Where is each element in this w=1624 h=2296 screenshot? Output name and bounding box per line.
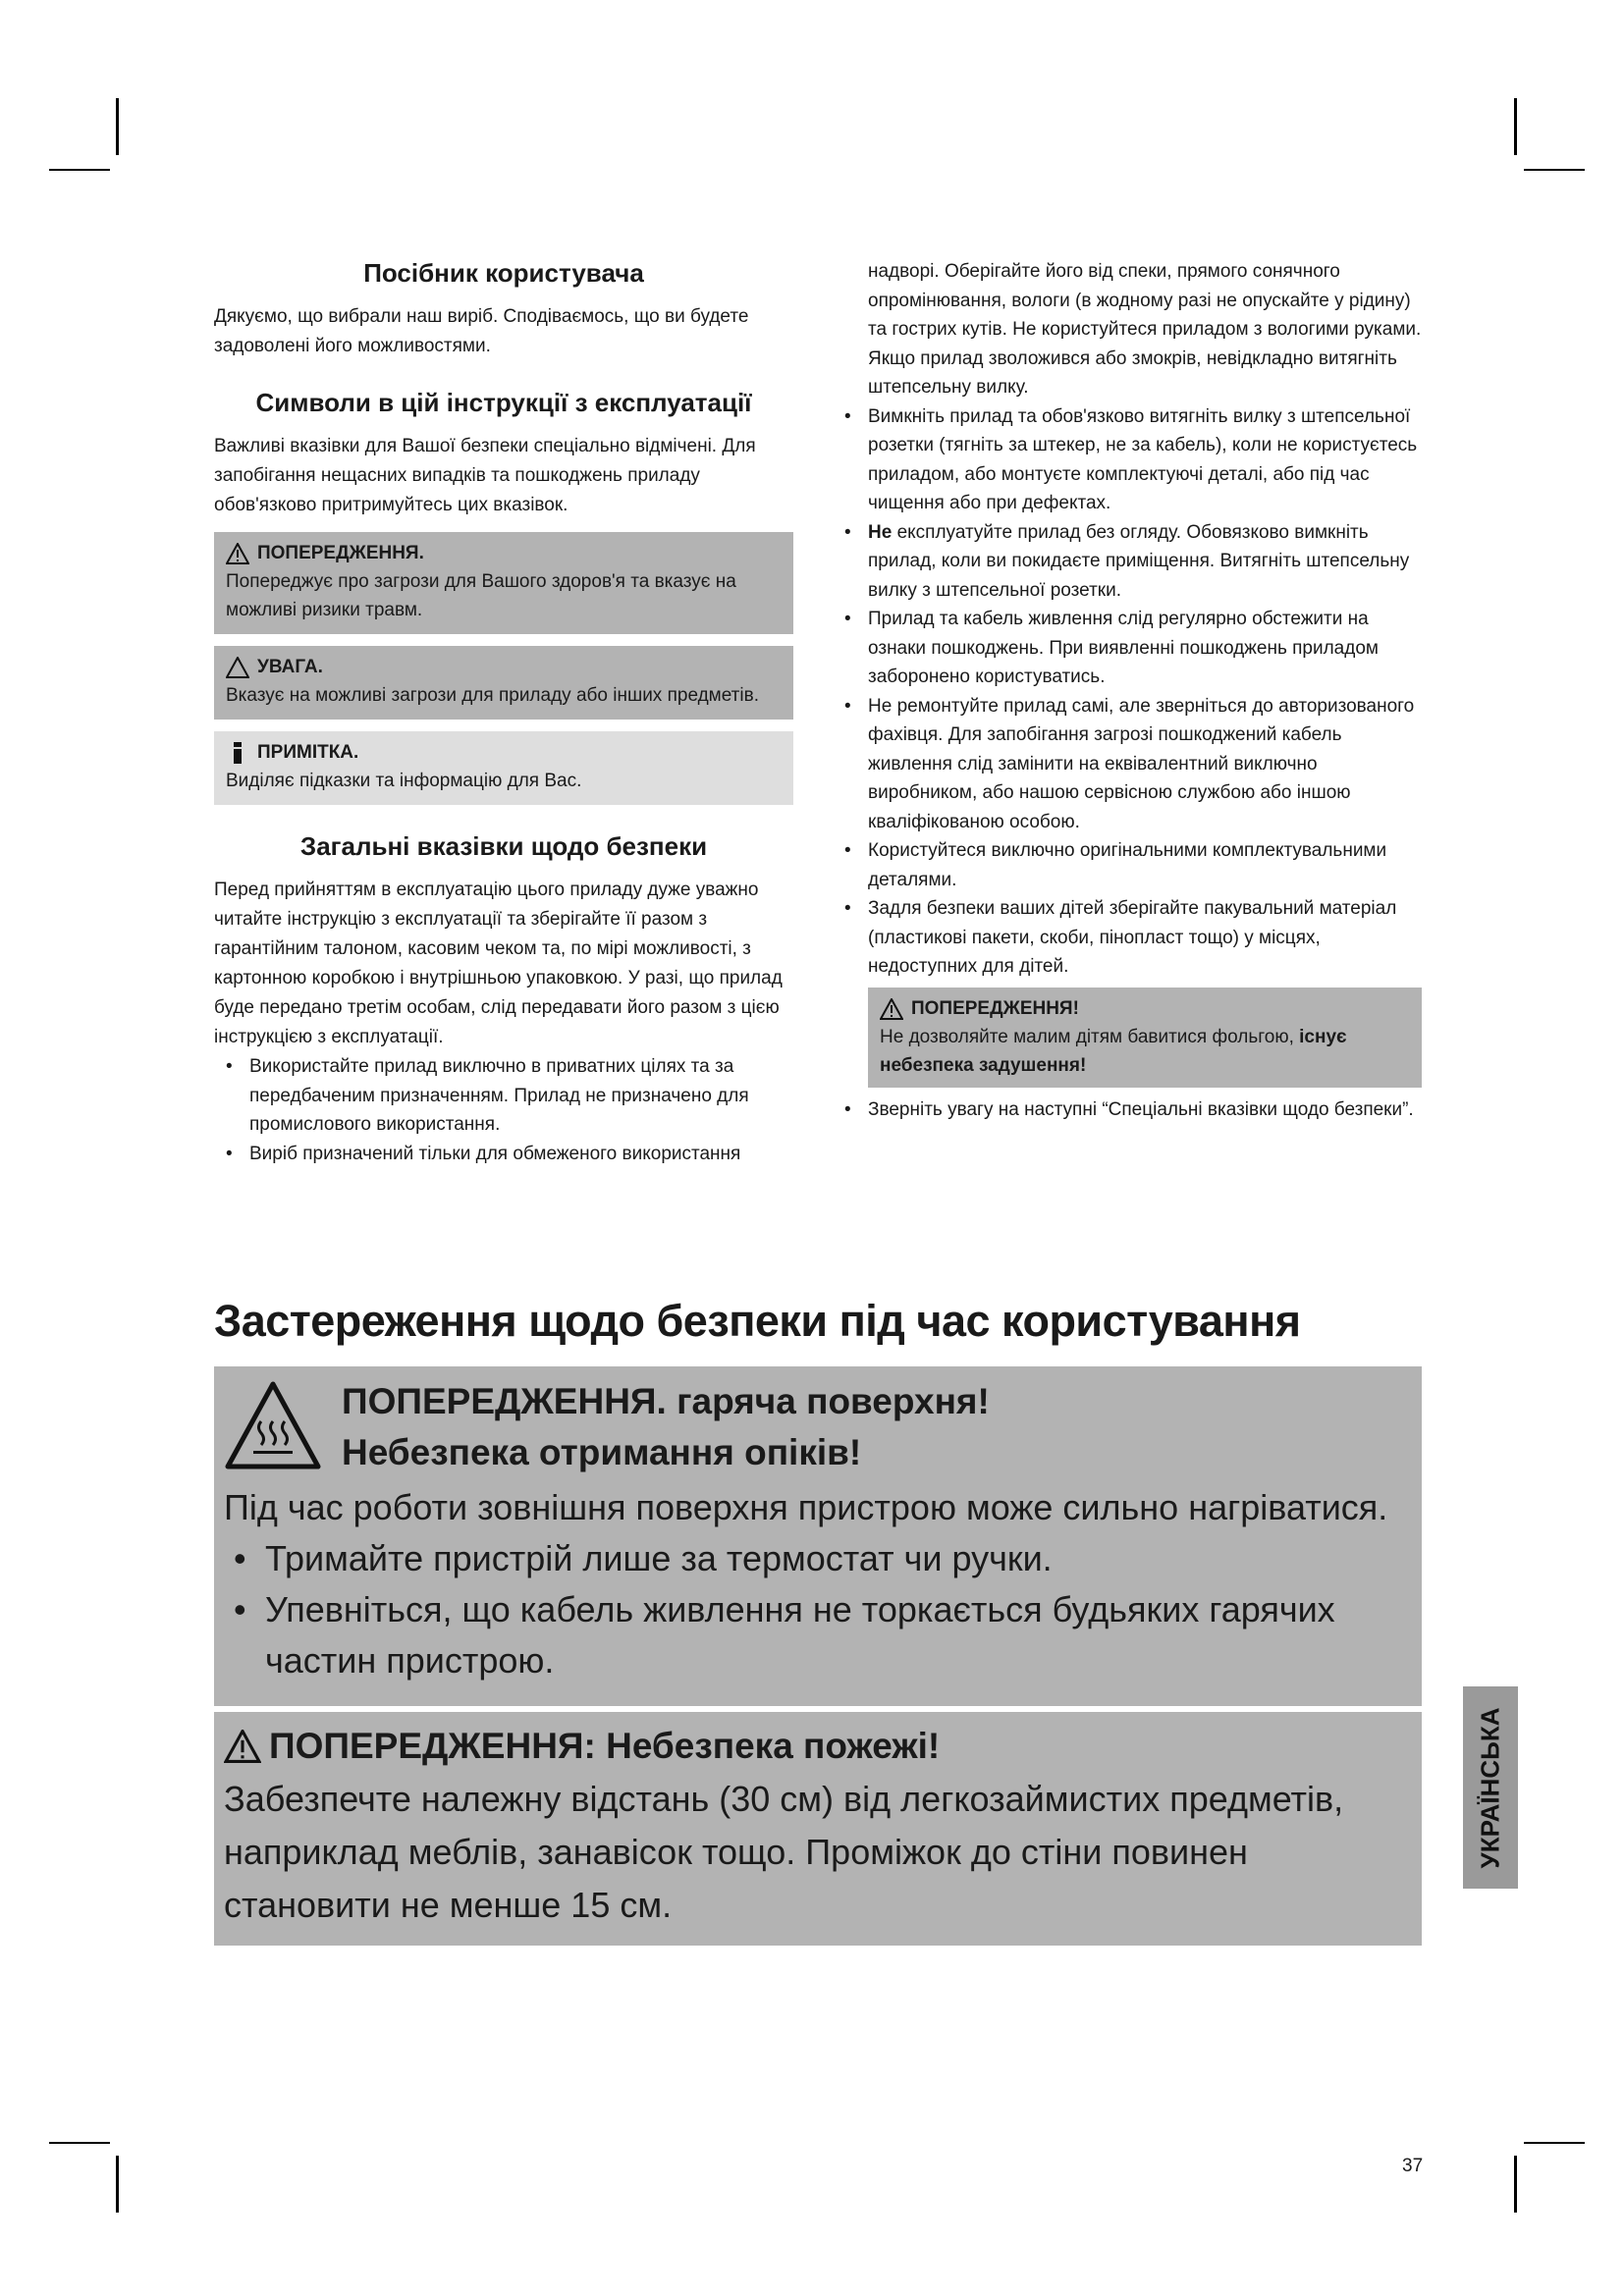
continued-text: надворі. Оберігайте його від спеки, прямого сонячного опромінювання, вологи (в жодному разі не опускайте у рідину) та гострих кутів. Не користуйтеся приладом з вологими руками. Якщо прилад зволожився або змокрів, невідкладно витягніть штепсельну вилку. [868,261,1422,398]
right-column [833,257,1422,1124]
caution-triangle-icon [226,657,249,678]
note-box-head: ПРИМІТКА. [257,742,359,763]
list-item: • Прилад та кабель живлення слід регулярно обстежити на ознаки пошкоджень. При виявленні пошкоджень приладом заборонено користуватись. [844,609,1379,687]
page-number: 37 [1402,2156,1424,2176]
right-bullet-list [833,402,1422,982]
warning-triangle-icon [224,1730,261,1763]
suffocation-warning-emphasis: існує небезпека задушення! [880,1026,1347,1076]
crop-mark [1524,2142,1585,2144]
crop-mark [1514,98,1517,155]
fire-warning-panel [214,1712,1422,1946]
hot-surface-head-line2: Небезпека отримання опіків! [342,1432,862,1472]
crop-mark [1524,169,1585,171]
list-item: • Не ремонтуйте прилад самі, але зверніться до авторизованого фахівця. Для запобігання загрозі пошкоджений кабель живлення слід замінити на еквівалентний виключно виробником, або нашою сервісною службою або іншою кваліфікованою особою. [844,695,1415,832]
list-item: • Вимкніть прилад та обов'язково витягніть вилку з штепсельної розетки (тягніть за штекер, не за кабель), коли не користуєтесь приладом, або монтуєте комплектуючі деталі, або під час чищення або при дефектах. [844,405,1418,513]
list-item: • Упевніться, що кабель живлення не торкається будьяких гарячих частин пристрою. [234,1589,1335,1681]
list-item: • Не експлуатуйте прилад без огляду. Обовязково вимкніть прилад, коли ви покидаєте приміщення. Витягніть штепсельну вилку з штепсельної розетки. [844,521,1410,601]
intro-text: Дякуємо, що вибрали наш виріб. Сподіваємось, що ви будете задоволені його можливостями. [214,306,749,356]
symbols-text: Важливі вказівки для Вашої безпеки спеціально відмічені. Для запобігання нещасних випадків та пошкоджень приладу обов'язково притримуйтесь цих вказівок. [214,436,756,515]
list-item: • Тримайте пристрій лише за термостат чи ручки. [234,1538,1053,1578]
right-bullet-list-last [833,1095,1422,1125]
crop-mark [116,2156,119,2213]
hot-surface-bullets [224,1533,1412,1686]
fire-warning-text: Забезпечте належну відстань (30 см) від легкозаймистих предметів, наприклад меблів, занавісок тощо. Проміжок до стіни повинен становити не менше 15 см. [224,1779,1344,1925]
list-item: • Зверніть увагу на наступні “Спеціальні вказівки щодо безпеки”. [844,1098,1414,1120]
hot-surface-head-line1: ПОПЕРЕДЖЕННЯ. гаряча поверхня! [342,1381,990,1421]
warning-box [214,532,793,634]
section-title-general: Загальні вказівки щодо безпеки [299,831,708,861]
section-title-manual: Посібник користувача [363,258,644,288]
list-item: • Задля безпеки ваших дітей зберігайте пакувальний матеріал (пластикові пакети, скоби, пінопласт тощо) у місцях, недоступних для дітей. [844,898,1397,977]
suffocation-warning-head: ПОПЕРЕДЖЕННЯ! [911,997,1079,1019]
suffocation-warning-box [868,988,1422,1088]
fire-warning-head: ПОПЕРЕДЖЕННЯ: Небезпека пожежі! [269,1726,941,1766]
crop-mark [116,98,119,155]
caution-box-head: УВАГА. [257,657,323,677]
section-title-symbols: Символи в цій інструкції з експлуатації [255,388,752,417]
list-item: • Користуйтеся виключно оригінальними комплектувальними деталями. [844,840,1387,890]
left-column [214,257,793,1168]
general-text: Перед прийняттям в експлуатацію цього приладу дуже уважно читайте інструкцію з експлуатації та зберігайте її разом з гарантійним талоном, касовим чеком та, по мірі можливості, з картонною коробкою і внутрішньою упаковкою. У разі, що прилад буде передано третім особам, слід передавати його разом з цією інструкцією з експлуатації. [214,880,783,1047]
warning-triangle-icon [226,543,249,564]
crop-mark [49,169,110,171]
left-bullet-list [214,1052,793,1168]
crop-mark [1514,2156,1517,2213]
hot-surface-warning-panel [214,1366,1422,1706]
info-icon [226,742,249,764]
language-side-tab [1463,1686,1518,1889]
safety-title: Застереження щодо безпеки під час користування [214,1296,1301,1346]
hot-surface-text: Під час роботи зовнішня поверхня пристрою може сильно нагріватися. [224,1487,1388,1527]
suffocation-warning-body: Не дозволяйте малим дітям бавитися фольгою, [880,1026,1294,1047]
hot-surface-icon [224,1380,322,1472]
crop-mark [49,2142,110,2144]
warning-box-head: ПОПЕРЕДЖЕННЯ. [257,543,424,563]
note-box [214,731,793,805]
list-item: • Виріб призначений тільки для обмеженого використання [226,1143,741,1164]
note-box-body: Виділяє підказки та інформацію для Вас. [226,771,582,791]
language-label: УКРАЇНСЬКА [1475,1707,1505,1868]
warning-triangle-icon [880,998,903,1020]
caution-box [214,646,793,720]
list-item: • Використайте прилад виключно в приватних цілях та за передбаченим призначенням. Прилад не призначено для промислового використання. [226,1056,749,1135]
warning-box-body: Попереджує про загрози для Вашого здоров'я та вказує на можливі ризики травм. [226,571,736,620]
caution-box-body: Вказує на можливі загрози для приладу або інших предметів. [226,685,759,706]
